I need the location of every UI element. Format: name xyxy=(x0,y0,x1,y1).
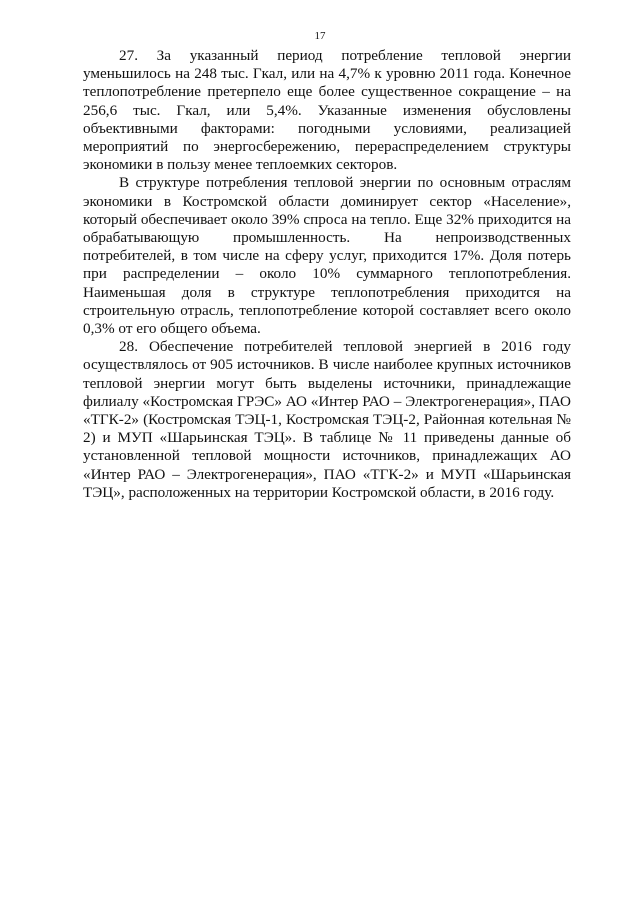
document-body xyxy=(83,47,571,502)
paragraph-heat-consumption-decrease: 27. За указанный период потребление тепловой энергии уменьшилось на 248 тыс. Гкал, или на 4,7% к уровню 2011 года. Конечное теплопотребление претерпело еще более существенное сокращение – на 256,6 тыс. Гкал, или 5,4%. Указанные изменения обусловлены объективными факторами: погодными условиями, реализацией мероприятий по энергосбережению, перераспределением структуры экономики в пользу менее теплоемких секторов. xyxy=(83,47,571,174)
paragraph-consumption-structure: В структуре потребления тепловой энергии по основным отраслям экономики в Костромской области доминирует сектор «Население», который обеспечивает около 39% спроса на тепло. Еще 32% приходится на обрабатывающую промышленность. На непроизводственных потребителей, в том числе на сферу услуг, приходится 17%. Доля потерь при распределении – около 10% суммарного теплопотребления. Наименьшая доля в структуре теплопотребления приходится на строительную отрасль, теплопотребление которой составляет всего около 0,3% от его общего объема. xyxy=(83,174,571,338)
page-number: 17 xyxy=(314,30,326,42)
paragraph-heat-sources: 28. Обеспечение потребителей тепловой энергией в 2016 году осуществлялось от 905 источников. В числе наиболее крупных источников тепловой энергии могут быть выделены источники, принадлежащие филиалу «Костромская ГРЭС» АО «Интер РАО – Электрогенерация», ПАО «ТГК-2» (Костромская ТЭЦ-1, Костромская ТЭЦ-2, Районная котельная № 2) и МУП «Шарьинская ТЭЦ». В таблице № 11 приведены данные об установленной тепловой мощности источников, принадлежащих АО «Интер РАО – Электрогенерация», ПАО «ТГК-2» и МУП «Шарьинская ТЭЦ», расположенных на территории Костромской области, в 2016 году. xyxy=(83,338,571,501)
